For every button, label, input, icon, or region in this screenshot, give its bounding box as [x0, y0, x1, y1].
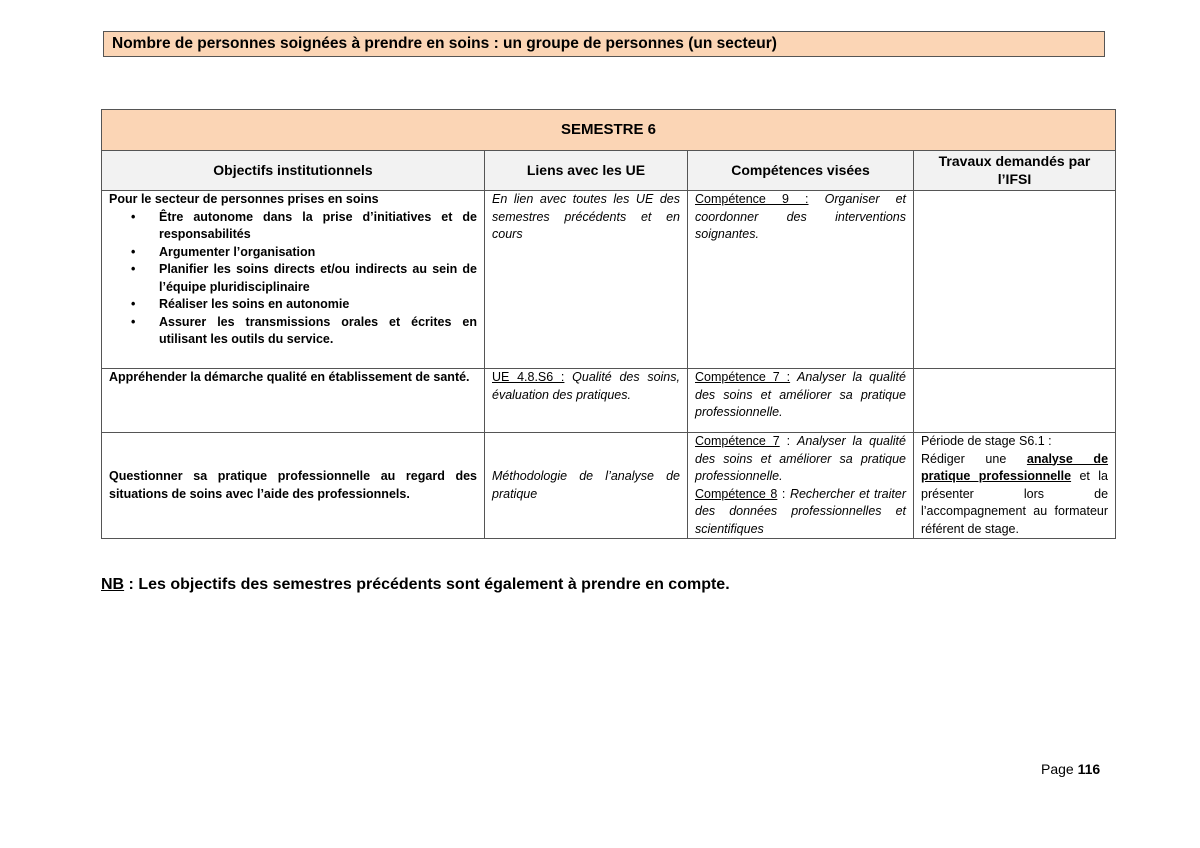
competence-cell — [688, 369, 914, 433]
travaux-text: Rédiger une — [921, 451, 1007, 466]
page-value: 116 — [1077, 761, 1101, 777]
objective-list — [109, 209, 477, 349]
competence-text: Organiser et coordonner des interventions soignantes. — [695, 192, 907, 241]
semester-header: SEMESTRE 6 — [102, 110, 1116, 151]
table-row — [102, 191, 1116, 369]
travaux-text: et la présenter lors de l’accompagnement au formateur référent de stage. — [921, 469, 1109, 536]
table-row — [102, 369, 1116, 433]
competence-label: Compétence 9 : — [695, 192, 809, 206]
list-item: • Réaliser les soins en autonomie — [159, 296, 477, 314]
competence-text: Analyser la qualité des soins et améliorer sa pratique professionnelle. — [695, 434, 906, 483]
footnote — [101, 576, 730, 594]
column-header-objectifs: Objectifs institutionnels — [102, 151, 485, 191]
semester-table — [101, 109, 1116, 539]
ue-text: Qualité des soins, évaluation des pratiques. — [492, 370, 680, 402]
footnote-label: NB — [101, 576, 125, 593]
ue-cell: Méthodologie de l’analyse de pratique — [485, 433, 688, 539]
competence-label: Compétence 7 : — [695, 370, 791, 384]
page-label: Page — [1041, 761, 1074, 777]
section-title-box: Nombre de personnes soignées à prendre en soins : un groupe de personnes (un secteur) — [103, 31, 1105, 57]
competence-label: Compétence 7 — [695, 434, 780, 448]
objective-cell: Appréhender la démarche qualité en établissement de santé. — [102, 369, 485, 433]
column-header-competences: Compétences visées — [688, 151, 914, 191]
competence-text: Rechercher et traiter des données professionnelles et scientifiques — [695, 486, 907, 536]
objective-intro: Pour le secteur de personnes prises en soins — [109, 192, 379, 206]
travaux-period: Période de stage S6.1 : — [921, 434, 1052, 448]
objective-cell: Questionner sa pratique professionnelle au regard des situations de soins avec l’aide des professionnels. — [102, 433, 485, 539]
page-number — [1041, 761, 1100, 777]
competence-text: Analyser la qualité des soins et améliorer sa pratique professionnelle. — [695, 370, 906, 419]
table-row — [102, 433, 1116, 539]
column-header-travaux: Travaux demandés par l’IFSI — [914, 151, 1116, 191]
competence-cell: Compétence 7 : Analyser la qualité des soins et améliorer sa pratique professionnelle. Compétence 8 : Rechercher et traiter des données professionnelles et scientifiques — [688, 433, 914, 539]
ue-cell — [485, 369, 688, 433]
travaux-cell — [914, 191, 1116, 369]
footnote-text: : Les objectifs des semestres précédents sont également à prendre en compte. — [124, 576, 730, 593]
column-header-liens-ue: Liens avec les UE — [485, 151, 688, 191]
ue-cell: En lien avec toutes les UE des semestres précédents et en cours — [485, 191, 688, 369]
list-item: • Assurer les transmissions orales et écrites en utilisant les outils du service. — [159, 314, 477, 349]
travaux-emphasis: analyse de pratique professionnelle — [921, 451, 1109, 483]
objectives-cell — [102, 191, 485, 369]
list-item: • Planifier les soins directs et/ou indirects au sein de l’équipe pluridisciplinaire — [159, 261, 477, 296]
ue-code: UE 4.8.S6 : — [492, 370, 565, 384]
competence-label: Compétence 8 — [695, 486, 778, 501]
travaux-cell — [914, 433, 1116, 539]
list-item: • Argumenter l’organisation — [159, 244, 477, 262]
competence-cell — [688, 191, 914, 369]
list-item: • Être autonome dans la prise d’initiatives et de responsabilités — [159, 209, 477, 244]
travaux-cell — [914, 369, 1116, 433]
